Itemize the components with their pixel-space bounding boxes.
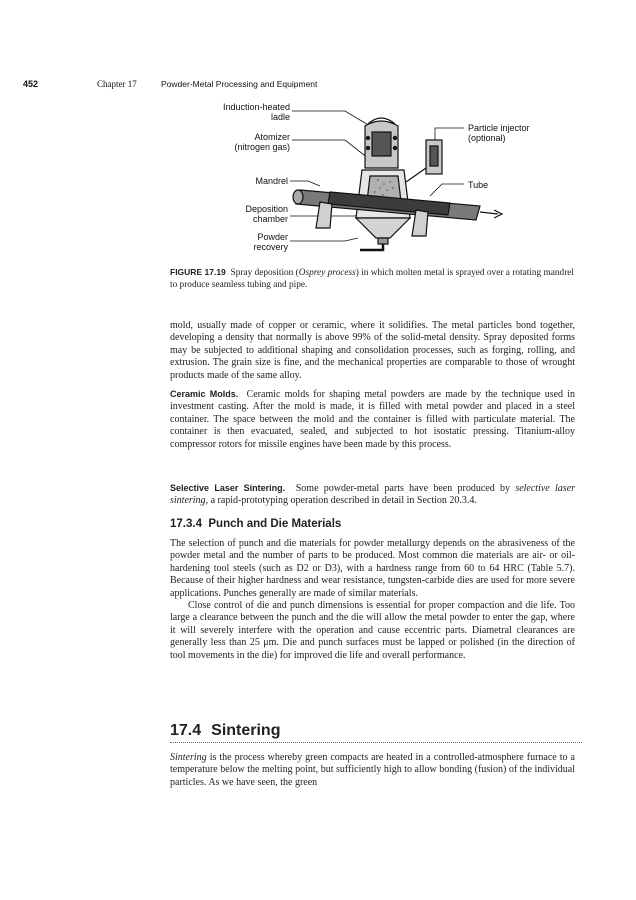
caption-text-pre: Spray deposition ( (230, 268, 299, 278)
section-divider (170, 742, 582, 743)
section-heading-17-3-4 (170, 518, 341, 530)
sintering-text: is the process whereby green compacts are heated in a controlled-atmosphere furnace to a temperature below the melting point, but sufficiently high to allow bonding (fusion) of the individual particles. As we have seen, the green (170, 752, 575, 788)
chapter-label: Chapter 17 (97, 79, 137, 89)
figure-spray-deposition (180, 98, 580, 258)
chapter-title: Powder-Metal Processing and Equipment (161, 79, 318, 89)
caption-text-post: ) in which molten metal is sprayed over a rotating mandrel to produce seamless tubing and pipe. (170, 268, 575, 290)
label-atomizer: Atomizer (nitrogen gas) (234, 132, 290, 152)
running-header (0, 79, 636, 93)
section-title: Sintering (211, 722, 281, 739)
punch-die-para1: The selection of punch and die materials for powder metallurgy depends on the abrasiveness of the powder metal and the number of parts to be produced. Most common die materials are air- or oil-hardening tool steels (such as D2 or D3), with a hardness range from 60 to 64 HRC (Table 5.7). Because of their higher hardness and wear resistance, tungsten-carbide dies are used for more severe applications. Punches generally are made of similar materials. (170, 538, 575, 599)
paragraph-ceramic-molds (170, 388, 575, 451)
sintering-term: Sintering (170, 752, 207, 763)
ceramic-runin: Ceramic Molds. (170, 389, 239, 399)
label-powder-recovery: Powder recovery (253, 232, 288, 252)
label-particle-injector: Particle injector (optional) (468, 123, 530, 143)
sls-text-pre: Some powder-metal parts have been produced by (295, 483, 511, 494)
section-17-3-4-body (170, 538, 575, 662)
label-deposition-chamber: Deposition chamber (245, 204, 288, 224)
caption-label: FIGURE 17.19 (170, 267, 226, 277)
label-ladle: Induction-heated ladle (222, 102, 290, 122)
section-17-4-body (170, 752, 575, 789)
punch-die-para2: Close control of die and punch dimensions is essential for proper compaction and die life. Too large a clearance between the punch and the die will allow the metal powder to enter the gap, where it will severely interfere with the operation and cause eccentric parts. Diametral clearances are generally less than 25 μm. Die and punch surfaces must be lapped or polished (in the direction of tool movements in the die) for improved die life and overall performance. (170, 600, 575, 661)
sls-italic: selective laser sintering (170, 483, 576, 507)
sls-runin: Selective Laser Sintering. (170, 483, 286, 493)
label-mandrel: Mandrel (255, 176, 288, 186)
caption-italic: Osprey process (298, 268, 356, 278)
section-title: Punch and Die Materials (208, 518, 342, 530)
section-number: 17.4 (170, 722, 202, 739)
paragraph-sls (170, 482, 575, 508)
page-number: 452 (23, 79, 39, 89)
section-heading-17-4 (170, 722, 280, 740)
para1-text: mold, usually made of copper or ceramic, where it solidifies. The metal particles bond together, developing a density that normally is above 99% of the solid-metal density. Spray deposited forms may be subjected to additional shaping and consolidation processes, such as forging, rolling, and extrusion. The grain size is fine, and the mechanical properties are comparable to those of wrought products made of the same alloy. (170, 320, 575, 381)
figure-caption (170, 266, 574, 291)
section-number: 17.3.4 (170, 518, 202, 530)
sls-text-post: , a rapid-prototyping operation described in detail in Section 20.3.4. (205, 495, 477, 507)
paragraph-mold (170, 320, 575, 382)
label-tube: Tube (468, 180, 489, 190)
ceramic-text: Ceramic molds for shaping metal powders are made by the technique used in investment casting. After the mold is made, it is filled with metal powder and placed in a steel container. The space between the mold and the container is filled with particulate material. The container is then evacuated, sealed, and subjected to hot isostatic pressing. Titanium-alloy compressor rotors for missile engines have been made by this process. (170, 389, 575, 450)
